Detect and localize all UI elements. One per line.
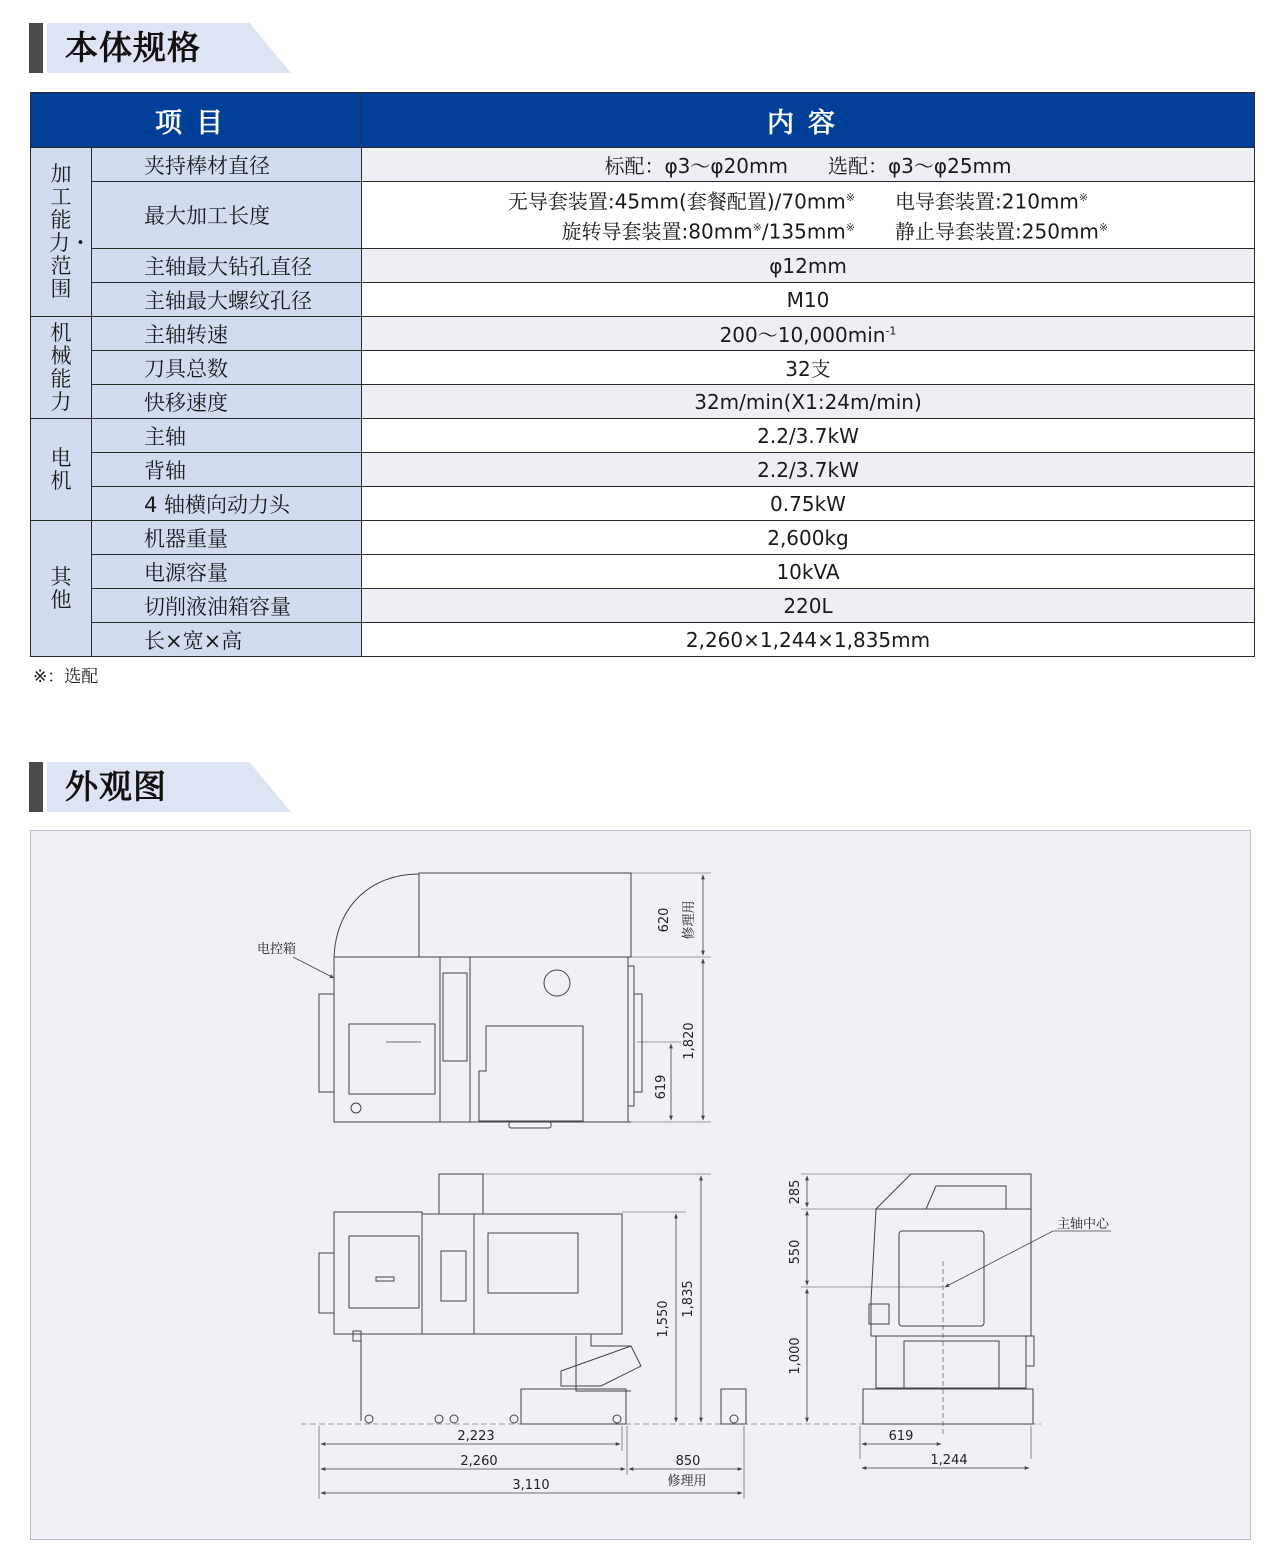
- value-cell: 标配：φ3～φ20mm 选配：φ3～φ25mm: [362, 148, 1255, 182]
- value-cell: 2,260×1,244×1,835mm: [362, 623, 1255, 657]
- side-window: [899, 1231, 984, 1326]
- category-label: 电机: [50, 445, 72, 493]
- item-cell: 背轴: [92, 453, 362, 487]
- callout-line: [945, 1231, 1111, 1287]
- section-bar: [29, 762, 43, 812]
- top-circle: [544, 970, 570, 996]
- wheel: [450, 1415, 458, 1423]
- side-body: [871, 1209, 1031, 1336]
- dim-label: 1,835: [681, 1280, 696, 1318]
- front-window-left: [349, 1236, 419, 1308]
- section-header-spec: [29, 23, 291, 73]
- item-cell: 主轴最大螺纹孔径: [92, 283, 362, 317]
- dim-label: 620: [657, 907, 672, 933]
- dim-label: 修理用: [682, 900, 697, 940]
- front-stand: [361, 1336, 631, 1421]
- table-row: [31, 623, 1255, 657]
- item-cell: 长×宽×高: [92, 623, 362, 657]
- item-cell: 最大加工长度: [92, 182, 362, 249]
- item-cell: 刀具总数: [92, 351, 362, 385]
- header-item: 项目: [31, 93, 362, 148]
- table-row: [31, 521, 1255, 555]
- spec-table: [30, 92, 1255, 657]
- item-cell: 主轴最大钻孔直径: [92, 249, 362, 283]
- top-door-rail: [628, 966, 634, 1106]
- dim-label: 3,110: [512, 1478, 550, 1493]
- dim-label: 619: [654, 1074, 669, 1100]
- max-length-values: [508, 185, 1108, 244]
- side-chip-box: [904, 1341, 999, 1389]
- top-door-handle: [634, 994, 642, 1092]
- table-row: [31, 385, 1255, 419]
- callout-line: [293, 957, 334, 978]
- front-foot: [353, 1331, 361, 1341]
- side-top-inner: [926, 1186, 1006, 1209]
- front-base-top: [334, 1334, 631, 1346]
- table-row: [31, 555, 1255, 589]
- table-row: [31, 283, 1255, 317]
- value-cell: 220L: [362, 589, 1255, 623]
- top-window-right: [479, 1026, 583, 1121]
- value-line: 电导套装置:210mm※: [895, 190, 1089, 214]
- value-cell: $200\sim 10,000\min^{-1}$: [362, 317, 1255, 351]
- front-cart: [721, 1389, 746, 1424]
- top-handle: [509, 1122, 551, 1128]
- dim-label: 619: [888, 1429, 914, 1444]
- top-cover: [419, 873, 631, 957]
- value-cell: [362, 182, 1255, 249]
- item-cell: 快移速度: [92, 385, 362, 419]
- wheel: [730, 1415, 738, 1423]
- front-handle: [376, 1277, 394, 1281]
- front-window-right: [488, 1233, 578, 1293]
- value-line: 无导套装置:45mm(套餐配置)/70mm※: [507, 190, 856, 214]
- dim-label: 1,820: [682, 1022, 697, 1060]
- value-cell: 2,600kg: [362, 521, 1255, 555]
- value-cell: φ12mm: [362, 249, 1255, 283]
- item-cell: 切削液油箱容量: [92, 589, 362, 623]
- front-column-inner: [441, 1251, 466, 1301]
- footnote: ※：选配: [33, 667, 99, 687]
- table-row: [31, 317, 1255, 351]
- dim-label: 2,223: [457, 1429, 495, 1444]
- table-row: [31, 182, 1255, 249]
- header-content: 内容: [362, 93, 1255, 148]
- section-bar: [29, 23, 43, 73]
- item-cell: 4 轴横向动力头: [92, 487, 362, 521]
- side-bracket: [1026, 1336, 1034, 1366]
- top-control-box: [334, 957, 440, 1122]
- dim-label: 2,260: [460, 1454, 498, 1469]
- dim-label: 850: [675, 1454, 701, 1469]
- value-cell: 0.75kW: [362, 487, 1255, 521]
- category-cell: [31, 317, 92, 419]
- top-cover-arc: [334, 874, 419, 957]
- value-cell: 2.2/3.7kW: [362, 453, 1255, 487]
- item-cell: 夹持棒材直径: [92, 148, 362, 182]
- value-cell: 32m/min(X1:24m/min): [362, 385, 1255, 419]
- dim-label: 1,244: [930, 1453, 968, 1468]
- table-header-row: [31, 93, 1255, 148]
- table-row: [31, 148, 1255, 182]
- category-label: 加工能力・范围: [49, 162, 91, 301]
- control-box-label: 电控箱: [257, 942, 297, 957]
- side-lower: [876, 1336, 1026, 1388]
- item-cell: 电源容量: [92, 555, 362, 589]
- value-cell: M10: [362, 283, 1255, 317]
- wheel: [510, 1415, 518, 1423]
- wheel: [435, 1415, 443, 1423]
- side-top-cover: [876, 1174, 1031, 1209]
- drawing-panel: [30, 830, 1251, 1540]
- value-cell: 2.2/3.7kW: [362, 419, 1255, 453]
- value-line: 静止导套装置:250mm※: [895, 219, 1109, 244]
- top-window-left: [349, 1024, 435, 1094]
- item-cell: 主轴转速: [92, 317, 362, 351]
- front-side-panel: [319, 1253, 334, 1313]
- category-cell: [31, 521, 92, 657]
- table-row: [31, 487, 1255, 521]
- top-side-panel: [319, 994, 334, 1092]
- table-row: [31, 453, 1255, 487]
- category-cell: [31, 419, 92, 521]
- top-column: [440, 957, 470, 1122]
- machine-drawing: [31, 831, 1250, 1539]
- value-cell: 10kVA: [362, 555, 1255, 589]
- front-chip-box: [521, 1389, 626, 1424]
- side-panel: [869, 1304, 889, 1324]
- value-cell: 32支: [362, 351, 1255, 385]
- table-row: [31, 589, 1255, 623]
- category-label: 机械能力: [50, 320, 72, 414]
- table-row: [31, 351, 1255, 385]
- wheel: [613, 1415, 621, 1423]
- dim-label: 550: [788, 1239, 803, 1265]
- table-row: [31, 249, 1255, 283]
- dim-label: 1,000: [788, 1337, 803, 1375]
- category-label: 其他: [50, 564, 72, 612]
- section-title: 外观图: [65, 767, 167, 806]
- front-chip-chute: [561, 1346, 641, 1386]
- value-line: 旋转导套装置:80mm※/135mm※: [561, 219, 856, 244]
- dim-label: 1,550: [656, 1300, 671, 1338]
- front-control-box: [334, 1212, 422, 1334]
- top-column-inner: [443, 973, 467, 1061]
- category-cell: [31, 148, 92, 317]
- table-row: [31, 419, 1255, 453]
- item-cell: 主轴: [92, 419, 362, 453]
- section-title: 本体规格: [65, 28, 201, 67]
- section-header-drawing: [29, 762, 291, 812]
- dim-label: 修理用: [667, 1474, 707, 1489]
- top-small-circle: [351, 1103, 361, 1113]
- top-body: [470, 957, 628, 1122]
- item-cell: 机器重量: [92, 521, 362, 555]
- side-base: [863, 1389, 1033, 1424]
- front-top-box: [439, 1174, 483, 1214]
- dim-label: 285: [788, 1179, 803, 1205]
- front-body: [474, 1214, 622, 1334]
- spindle-center-label: 主轴中心: [1057, 1217, 1110, 1232]
- top-view: [257, 873, 711, 1128]
- wheel: [365, 1415, 373, 1423]
